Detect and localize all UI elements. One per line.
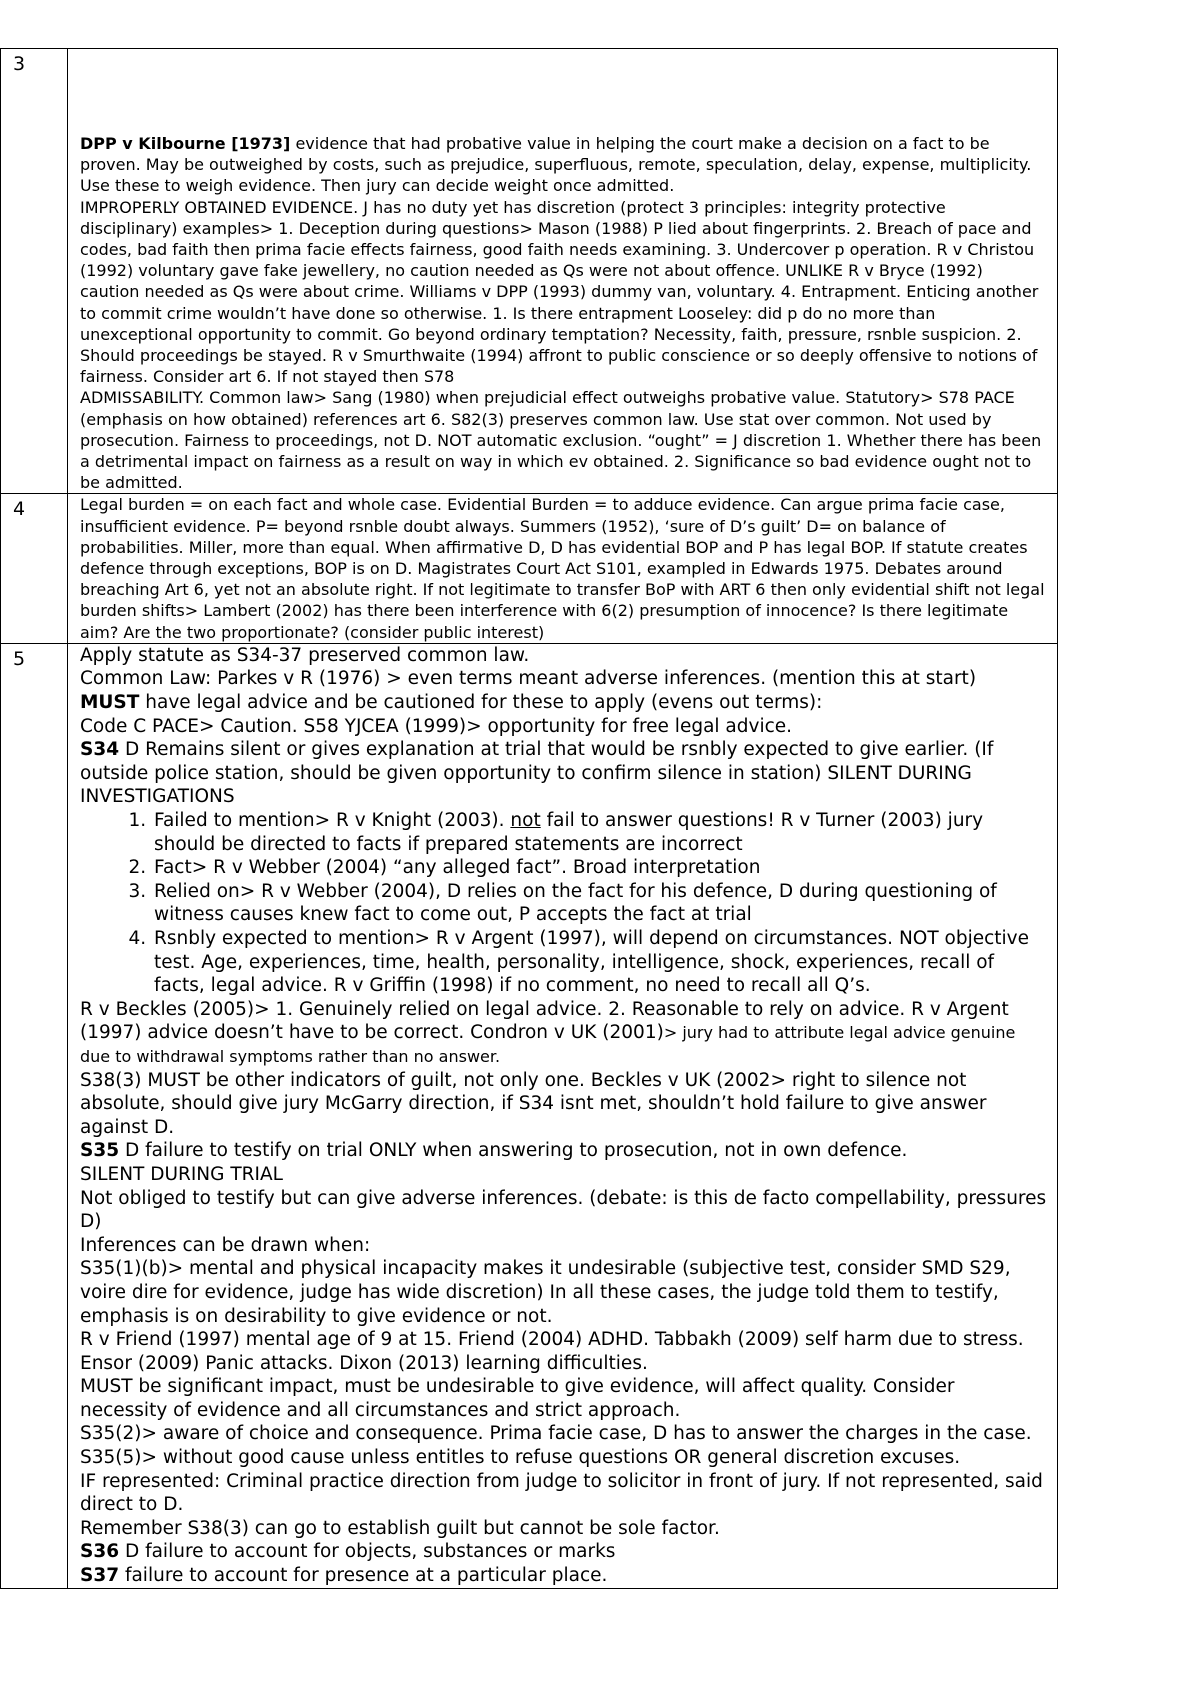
paragraph: S35(1)(b)> mental and physical incapacity makes it undesirable (subjective test, consider SMD S29, voire dire for evidence, judge has wide discretion) In all these cases, the judge told them to testify, emphasis is on desirability to give evidence or not. xyxy=(80,1258,1011,1327)
table-row xyxy=(1,643,1058,1588)
paragraph: SILENT DURING TRIAL xyxy=(80,1163,283,1185)
notes-table xyxy=(0,48,1058,1589)
paragraph: Not obliged to testify but can give adverse inferences. (debate: is this de facto compellability, pressures D) xyxy=(80,1187,1047,1233)
paragraph: S34 D Remains silent or gives explanation at trial that would be rsnbly expected to give earlier. (If outside police station, should be given opportunity to confirm silence in station) SILENT DURING INVESTIGATIONS xyxy=(80,739,994,808)
table-row xyxy=(1,49,1058,494)
paragraph: S36 D failure to account for objects, substances or marks xyxy=(80,1541,616,1563)
paragraph: Common Law: Parkes v R (1976) > even terms meant adverse inferences. (mention this at start) xyxy=(80,668,977,690)
paragraph: IF represented: Criminal practice direction from judge to solicitor in front of jury. If not represented, said direct to D. xyxy=(80,1470,1043,1516)
list-item: 1. Failed to mention> R v Knight (2003). not fail to answer questions! R v Turner (2003) jury should be directed to facts if prepared statements are incorrect xyxy=(152,809,1047,856)
list-item: 4. Rsnbly expected to mention> R v Argent (1997), will depend on circumstances. NOT objective test. Age, experiences, time, health, personality, intelligence, shock, experiences, recall of facts, legal advice. R v Griffin (1998) if no comment, no need to recall all Q’s. xyxy=(152,927,1047,998)
row-content xyxy=(68,643,1058,1588)
paragraph: ADMISSABILITY. Common law> Sang (1980) when prejudicial effect outweighs probative value. Statutory> S78 PACE (emphasis on how obtained) references art 6. S82(3) preserves common law. Use stat over common. Not used by prosecution. Fairness to proceedings, not D. NOT automatic exclusion. “ought” = J discretion 1. Whether there has been a detrimental impact on fairness as a result on way in which ev obtained. 2. Significance so bad evidence ought not to be admitted. xyxy=(80,388,1042,493)
paragraph: Legal burden = on each fact and whole case. Evidential Burden = to adduce evidence. Can argue prima facie case, insufficient evidence. P= beyond rsnble doubt always. Summers (1952), ‘sure of D’s guilt’ D= on balance of probabilities. Miller, more than equal. When affirmative D, D has evidential BOP and P has legal BOP. If statute creates defence through exceptions, BOP is on D. Magistrates Court Act S101, exampled in Edwards 1975. Debates around breaching Art 6, yet not an absolute right. If not legitimate to transfer BoP with ART 6 then only evidential shift not legal burden shifts> Lambert (2002) has there been interference with 6(2) presumption of innocence? Is there legitimate aim? Are the two proportionate? (consider public interest) xyxy=(80,495,1045,642)
paragraph: IMPROPERLY OBTAINED EVIDENCE. J has no duty yet has discretion (protect 3 principles: integrity protective disciplinary) examples> 1. Deception during questions> Mason (1988) P lied about fingerprints. 2. Breach of pace and codes, bad faith then prima facie effects fairness, good faith needs examining. 3. Undercover p operation. R v Christou (1992) voluntary gave fake jewellery, no caution needed as Qs were not about offence. UNLIKE R v Bryce (1992) caution needed as Qs were about crime. Williams v DPP (1993) dummy van, voluntary. 4. Entrapment. Enticing another to commit crime wouldn’t have done so otherwise. 1. Is there entrapment Looseley: did p do no more than unexceptional opportunity to commit. Go beyond ordinary temptation? Necessity, faith, pressure, rsnble suspicion. 2. Should proceedings be stayed. R v Smurthwaite (1994) affront to public conscience or so deeply offensive to notions of fairness. Consider art 6. If not stayed then S78 xyxy=(80,197,1039,387)
paragraph: R v Friend (1997) mental age of 9 at 15. Friend (2004) ADHD. Tabbakh (2009) self harm due to stress. Ensor (2009) Panic attacks. Dixon (2013) learning difficulties. xyxy=(80,1329,1024,1374)
paragraph: Inferences can be drawn when: xyxy=(80,1234,371,1256)
row-content xyxy=(68,494,1058,643)
row-number: 3 xyxy=(1,49,68,494)
paragraph: S35(2)> aware of choice and consequence. Prima facie case, D has to answer the charges in the case. S35(5)> without good cause unless entitles to refuse questions OR general discretion excuses. xyxy=(80,1423,1032,1469)
paragraph: S35 D failure to testify on trial ONLY when answering to prosecution, not in own defence. xyxy=(80,1140,908,1162)
case-name: DPP v Kilbourne [1973] xyxy=(80,134,291,153)
list-item: 3. Relied on> R v Webber (2004), D relies on the fact for his defence, D during questioning of witness causes knew fact to come out, P accepts the fact at trial xyxy=(152,880,1047,927)
row-number: 4 xyxy=(1,494,68,643)
paragraph: DPP v Kilbourne [1973] evidence that had probative value in helping the court make a decision on a fact to be proven. May be outweighed by costs, such as prejudice, superfluous, remote, speculation, delay, expense, multiplicity. Use these to weigh evidence. Then jury can decide weight once admitted. xyxy=(80,134,1032,196)
paragraph: MUST have legal advice and be cautioned for these to apply (evens out terms): xyxy=(80,692,823,714)
table-row xyxy=(1,494,1058,643)
row-content xyxy=(68,49,1058,494)
paragraph: S38(3) MUST be other indicators of guilt, not only one. Beckles v UK (2002> right to silence not absolute, should give jury McGarry direction, if S34 isnt met, shouldn’t hold failure to give answer against D. xyxy=(80,1069,987,1138)
paragraph: R v Beckles (2005)> 1. Genuinely relied on legal advice. 2. Reasonable to rely on advice. R v Argent (1997) advice doesn’t have to be correct. Condron v UK (2001)> jury had to attribute legal advice genuine due to withdrawal symptoms rather than no answer. xyxy=(80,998,1016,1066)
paragraph: Remember S38(3) can go to establish guilt but cannot be sole factor. xyxy=(80,1517,720,1539)
paragraph: Apply statute as S34-37 preserved common law. xyxy=(80,644,530,666)
row-number: 5 xyxy=(1,643,68,1588)
paragraph: Code C PACE> Caution. S58 YJCEA (1999)> opportunity for free legal advice. xyxy=(80,715,793,737)
paragraph: MUST be significant impact, must be undesirable to give evidence, will affect quality. Consider necessity of evidence and all circumstances and strict approach. xyxy=(80,1376,955,1421)
numbered-list xyxy=(80,809,1047,998)
list-item: 2. Fact> R v Webber (2004) “any alleged fact”. Broad interpretation xyxy=(152,856,1047,880)
paragraph: S37 failure to account for presence at a particular place. xyxy=(80,1565,608,1587)
